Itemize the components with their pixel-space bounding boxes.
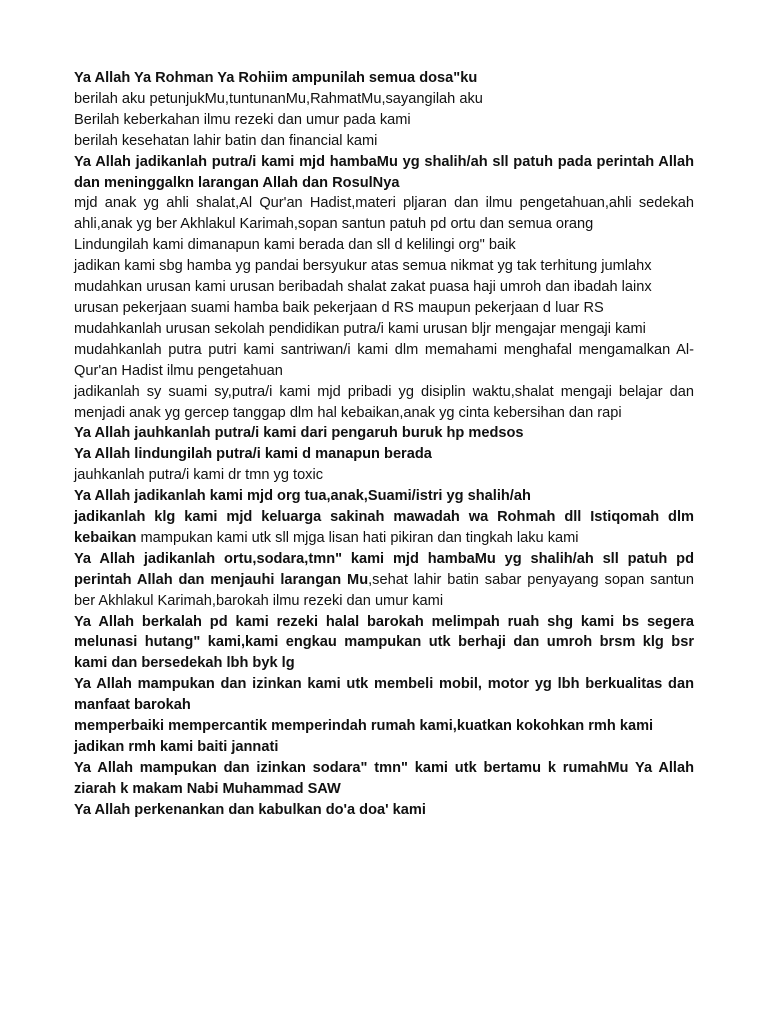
text-segment: Ya Allah lindungilah putra/i kami d manapun berada <box>74 446 432 463</box>
text-segment: Ya Allah jauhkanlah putra/i kami dari pengaruh buruk hp medsos <box>74 425 524 442</box>
text-segment: mudahkanlah urusan sekolah pendidikan putra/i kami urusan bljr mengajar mengaji kami <box>74 320 646 337</box>
paragraph-9 <box>74 277 694 298</box>
paragraph-12 <box>74 340 694 382</box>
paragraph-17 <box>74 486 694 507</box>
paragraph-2 <box>74 89 694 110</box>
paragraph-25 <box>74 800 694 821</box>
text-segment: Ya Allah mampukan dan izinkan kami utk membeli mobil, motor yg lbh berkualitas dan manfaat barokah <box>74 676 694 714</box>
paragraph-19 <box>74 549 694 612</box>
text-segment-bold: Ya Allah jadikanlah ortu,sodara,tmn" kami mjd hambaMu yg shalih/ah sll patuh pd perintah Allah dan menjauhi larangan Mu <box>74 550 694 588</box>
paragraph-23 <box>74 737 694 758</box>
text-segment: Ya Allah mampukan dan izinkan sodara" tmn" kami utk bertamu k rumahMu Ya Allah ziarah k makam Nabi Muhammad SAW <box>74 759 694 797</box>
paragraph-24 <box>74 758 694 800</box>
paragraph-14 <box>74 423 694 444</box>
text-segment: Ya Allah perkenankan dan kabulkan do'a doa' kami <box>74 801 426 818</box>
text-segment: jadikan kami sbg hamba yg pandai bersyukur atas semua nikmat yg tak terhitung jumlahx <box>74 258 652 275</box>
text-segment: Lindungilah kami dimanapun kami berada dan sll d kelilingi org" baik <box>74 237 516 254</box>
paragraph-22 <box>74 716 694 737</box>
text-segment: mudahkan urusan kami urusan beribadah shalat zakat puasa haji umroh dan ibadah lainx <box>74 279 652 296</box>
text-segment: Berilah keberkahan ilmu rezeki dan umur pada kami <box>74 111 411 128</box>
text-segment: memperbaiki mempercantik memperindah rumah kami,kuatkan kokohkan rmh kami <box>74 718 654 735</box>
text-segment: mudahkanlah putra putri kami santriwan/i kami dlm memahami menghafal mengamalkan Al-Qur'an Hadist ilmu pengetahuan <box>74 341 694 379</box>
text-segment: mjd anak yg ahli shalat,Al Qur'an Hadist,materi pljaran dan ilmu pengetahuan,ahli sedekah ahli,anak yg ber Akhlakul Karimah,sopan santun patuh pd ortu dan semua orang <box>74 195 694 233</box>
paragraph-16 <box>74 465 694 486</box>
paragraph-21 <box>74 674 694 716</box>
paragraph-4 <box>74 131 694 152</box>
paragraph-1 <box>74 68 694 89</box>
text-segment: jadikanlah sy suami sy,putra/i kami mjd pribadi yg disiplin waktu,shalat mengaji belajar dan menjadi anak yg gercep tanggap dlm hal kebaikan,anak yg cinta kebersihan dan rapi <box>74 383 694 421</box>
text-segment: ,sehat lahir batin sabar penyayang sopan santun ber Akhlakul Karimah,barokah ilmu rezeki dan umur kami <box>74 571 694 609</box>
paragraph-13 <box>74 382 694 424</box>
text-segment-bold: jadikanlah klg kami mjd keluarga sakinah mawadah wa Rohmah dll Istiqomah dlm kebaikan <box>74 509 694 546</box>
paragraph-10 <box>74 298 694 319</box>
text-segment: Ya Allah Ya Rohman Ya Rohiim ampunilah semua dosa"ku <box>74 70 478 86</box>
text-segment: jauhkanlah putra/i kami dr tmn yg toxic <box>74 467 324 484</box>
text-segment: jadikan rmh kami baiti jannati <box>74 739 279 755</box>
paragraph-8 <box>74 256 694 277</box>
text-segment: berilah aku petunjukMu,tuntunanMu,RahmatMu,sayangilah aku <box>74 90 483 107</box>
paragraph-7 <box>74 235 694 256</box>
paragraph-15 <box>74 444 694 465</box>
text-segment: urusan pekerjaan suami hamba baik pekerjaan d RS maupun pekerjaan d luar RS <box>74 299 604 316</box>
text-segment: Ya Allah berkalah pd kami rezeki halal barokah melimpah ruah shg kami bs segera melunasi hutang" kami,kami engkau mampukan utk berhaji dan umroh brsm klg bsr kami dan bersedekah lbh byk lg <box>74 613 694 672</box>
paragraph-11 <box>74 319 694 340</box>
text-segment: berilah kesehatan lahir batin dan financial kami <box>74 132 378 149</box>
text-segment: mampukan kami utk sll mjga lisan hati pikiran dan tingkah laku kami <box>136 529 579 546</box>
paragraph-18 <box>74 507 694 549</box>
paragraph-5 <box>74 152 694 194</box>
text-segment: Ya Allah jadikanlah putra/i kami mjd hambaMu yg shalih/ah sll patuh pada perintah Allah dan meninggalkn larangan Allah dan RosulNya <box>74 153 694 191</box>
paragraph-20 <box>74 612 694 675</box>
document-page <box>74 68 694 821</box>
paragraph-3 <box>74 110 694 131</box>
text-segment: Ya Allah jadikanlah kami mjd org tua,anak,Suami/istri yg shalih/ah <box>74 488 531 505</box>
paragraph-6 <box>74 193 694 235</box>
